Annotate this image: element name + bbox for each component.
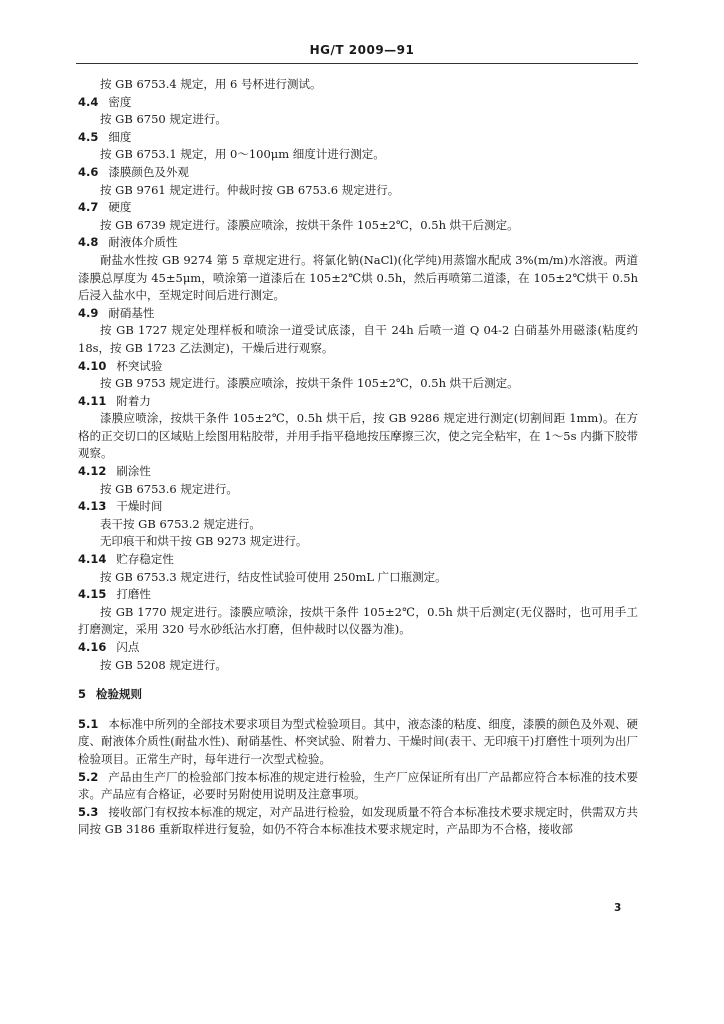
clause-title: 细度 — [108, 129, 132, 144]
spacer — [78, 674, 638, 686]
spacer — [78, 704, 638, 716]
clause-title: 干燥时间 — [116, 499, 163, 514]
clause-paragraph — [78, 716, 638, 769]
clause-number: 4.11 — [78, 393, 107, 408]
clause-number: 4.12 — [78, 464, 107, 479]
clause-title: 刷涂性 — [116, 464, 151, 479]
clause-heading — [78, 358, 638, 376]
clause-heading — [78, 551, 638, 569]
clause-paragraph — [78, 769, 638, 804]
clause-heading — [78, 463, 638, 481]
clause-heading — [78, 639, 638, 657]
paragraph: 按 GB 6753.6 规定进行。 — [100, 481, 238, 496]
paragraph: 按 GB 9761 规定进行。仲裁时按 GB 6753.6 规定进行。 — [100, 182, 400, 197]
clause-title: 杯突试验 — [116, 358, 163, 373]
clause-title: 贮存稳定性 — [116, 552, 174, 567]
clause-heading — [78, 234, 638, 252]
section-heading — [78, 686, 638, 704]
clause-number: 4.16 — [78, 640, 107, 654]
clause-text: 产品由生产厂的检验部门按本标准的规定进行检验，生产厂应保证所有出厂产品都应符合本标准的技术要求。产品应有合格证，必要时另附使用说明及注意事项。 — [78, 769, 638, 802]
paragraph: 按 GB 6750 规定进行。 — [100, 112, 227, 127]
clause-number: 4.15 — [78, 587, 107, 602]
clause-heading — [78, 586, 638, 604]
clause-number: 4.13 — [78, 499, 107, 514]
clause-number: 4.9 — [78, 305, 99, 320]
clause-title: 耐硝基性 — [108, 305, 155, 320]
paragraph: 耐盐水性按 GB 9274 第 5 章规定进行。将氯化钠(NaCl)(化学纯)用蒸馏水配成 3%(m/m)水溶液。两道漆膜总厚度为 45±5μm，喷涂第一道漆后在 105±2℃烘 0.5h，然后再喷第二道漆，在 105±2℃烘干 0.5h 后浸入盐水中，至规定时间后进行测定。 — [78, 252, 638, 303]
clause-number: 4.6 — [78, 164, 99, 179]
clause-title: 硬度 — [108, 200, 132, 215]
clause-title: 密度 — [108, 94, 132, 109]
clause-text: 本标准中所列的全部技术要求项目为型式检验项目。其中，液态漆的粘度、细度，漆膜的颜色及外观、硬度、耐液体介质性(耐盐水性)、耐硝基性、杯突试验、附着力、干燥时间(表干、无印痕干)打磨性十项列为出厂检验项目。正常生产时，每年进行一次型式检验。 — [78, 716, 638, 766]
paragraph: 按 GB 5208 规定进行。 — [100, 657, 227, 672]
header-divider — [76, 63, 638, 64]
document-body — [78, 76, 638, 839]
clause-number: 4.14 — [78, 552, 107, 567]
clause-heading — [78, 498, 638, 516]
section-number: 5 — [78, 687, 87, 702]
paragraph: 按 GB 1727 规定处理样板和喷涂一道受试底漆，自干 24h 后喷一道 Q 04-2 白硝基外用磁漆(粘度约 18s，按 GB 1723 乙法测定)，干燥后进行观察。 — [78, 323, 638, 355]
clause-number: 4.5 — [78, 129, 99, 144]
clause-title: 附着力 — [116, 393, 151, 408]
clause-title: 闪点 — [116, 640, 140, 654]
paragraph: 按 GB 6739 规定进行。漆膜应喷涂，按烘干条件 105±2℃，0.5h 烘干后测定。 — [100, 217, 519, 232]
clause-heading — [78, 129, 638, 147]
clause-heading — [78, 164, 638, 182]
clause-heading — [78, 94, 638, 112]
clause-title: 漆膜颜色及外观 — [108, 164, 189, 179]
clause-number: 4.10 — [78, 358, 107, 373]
paragraph: 按 GB 9753 规定进行。漆膜应喷涂，按烘干条件 105±2℃，0.5h 烘干后测定。 — [100, 376, 519, 391]
section-title: 检验规则 — [96, 687, 143, 702]
clause-title: 耐液体介质性 — [108, 235, 178, 250]
clause-number: 4.8 — [78, 235, 99, 250]
paragraph: 按 GB 1770 规定进行。漆膜应喷涂，按烘干条件 105±2℃，0.5h 烘干后测定(无仪器时，也可用手工打磨测定，采用 320 号水砂纸沾水打磨，但仲裁时以仪器为准)。 — [78, 604, 638, 637]
clause-number: 4.4 — [78, 94, 99, 109]
clause-heading — [78, 305, 638, 323]
paragraph: 按 GB 6753.1 规定，用 0～100μm 细度计进行测定。 — [100, 147, 385, 162]
paragraph: 漆膜应喷涂，按烘干条件 105±2℃，0.5h 烘干后，按 GB 9286 规定进行测定(切割间距 1mm)。在方格的正交切口的区域贴上绘图用粘胶带，并用手指平稳地按压摩擦三次，使之完全粘牢，在 1～5s 内撕下胶带观察。 — [78, 411, 638, 461]
clause-title: 打磨性 — [116, 587, 151, 602]
page-number: 3 — [614, 902, 622, 914]
paragraph: 按 GB 6753.4 规定，用 6 号杯进行测试。 — [100, 77, 322, 91]
paragraph: 按 GB 6753.3 规定进行，结皮性试验可使用 250mL 广口瓶测定。 — [100, 569, 447, 584]
clause-number: 5.3 — [78, 804, 99, 819]
clause-number: 4.7 — [78, 200, 99, 215]
clause-paragraph — [78, 804, 638, 839]
clause-number: 5.1 — [78, 716, 99, 731]
standard-code: HG/T 2009—91 — [309, 43, 415, 57]
clause-heading — [78, 199, 638, 217]
paragraph: 表干按 GB 6753.2 规定进行。 — [100, 516, 261, 531]
clause-number: 5.2 — [78, 769, 99, 784]
paragraph: 无印痕干和烘干按 GB 9273 规定进行。 — [100, 534, 308, 549]
clause-heading — [78, 393, 638, 411]
clause-text: 接收部门有权按本标准的规定，对产品进行检验，如发现质量不符合本标准技术要求规定时，供需双方共同按 GB 3186 重新取样进行复验，如仍不符合本标准技术要求规定时，产品即为不合格，接收部 — [78, 804, 638, 837]
